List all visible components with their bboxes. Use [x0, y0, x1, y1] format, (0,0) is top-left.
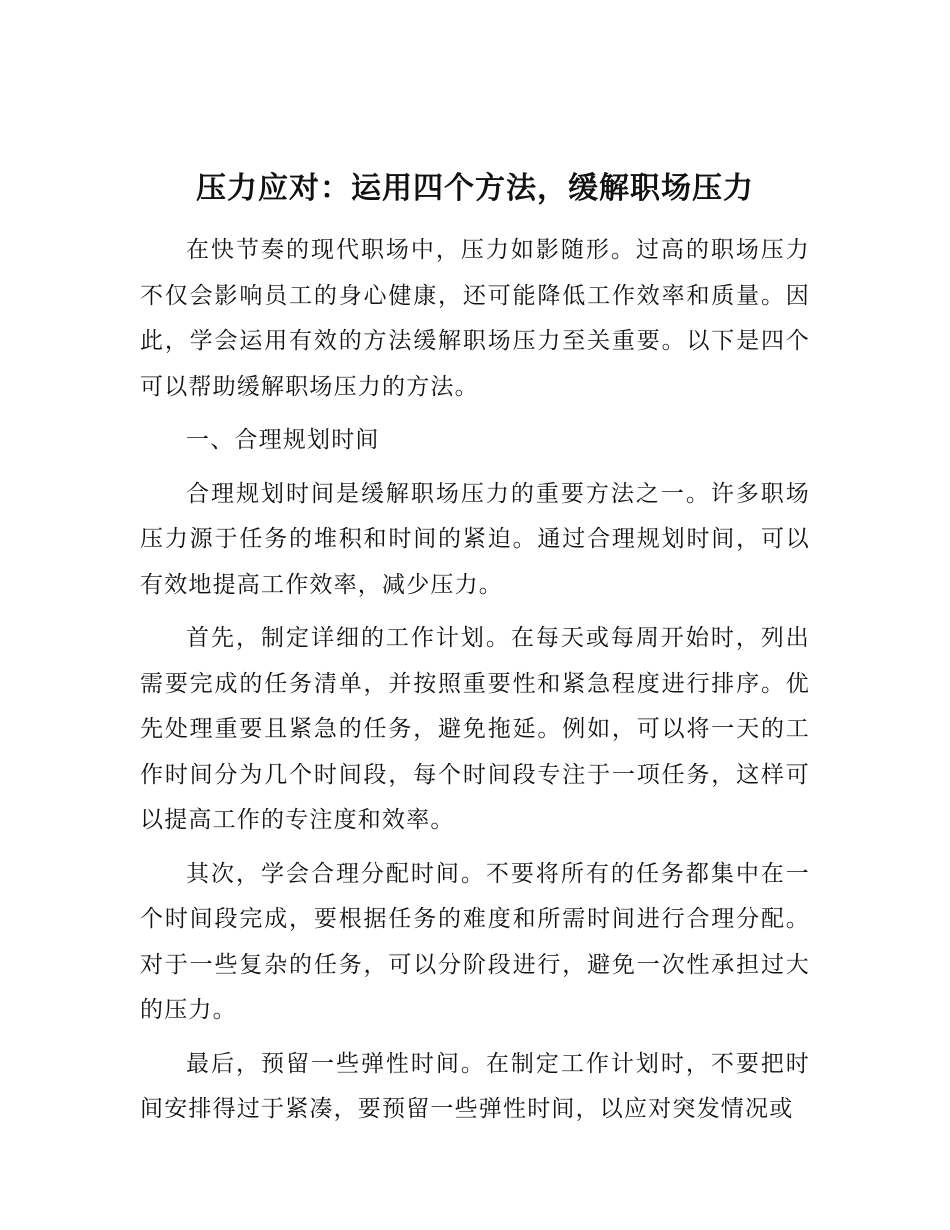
- paragraph-last-step: 最后，预留一些弹性时间。在制定工作计划时，不要把时间安排得过于紧凑，要预留一些弹性时间，以应对突发情况或: [140, 1050, 810, 1122]
- paragraph-intro: 在快节奏的现代职场中，压力如影随形。过高的职场压力不仅会影响员工的身心健康，还可能降低工作效率和质量。因此，学会运用有效的方法缓解职场压力至关重要。以下是四个可以帮助缓解职场压力的方法。: [140, 237, 810, 400]
- paragraph-first-step: 首先，制定详细的工作计划。在每天或每周开始时，列出需要完成的任务清单，并按照重要性和紧急程度进行排序。优先处理重要且紧急的任务，避免拖延。例如，可以将一天的工作时间分为几个时间段，每个时间段专注于一项任务，这样可以提高工作的专注度和效率。: [140, 625, 810, 833]
- paragraph-second-step: 其次，学会合理分配时间。不要将所有的任务都集中在一个时间段完成，要根据任务的难度和所需时间进行合理分配。对于一些复杂的任务，可以分阶段进行，避免一次性承担过大的压力。: [140, 860, 810, 1023]
- document-title: 压力应对：运用四个方法，缓解职场压力: [196, 171, 754, 206]
- paragraph-section1-overview: 合理规划时间是缓解职场压力的重要方法之一。许多职场压力源于任务的堆积和时间的紧迫。通过合理规划时间，可以有效地提高工作效率，减少压力。: [140, 480, 810, 598]
- section-heading-1: 一、合理规划时间: [186, 427, 380, 453]
- document-body: [140, 228, 810, 1141]
